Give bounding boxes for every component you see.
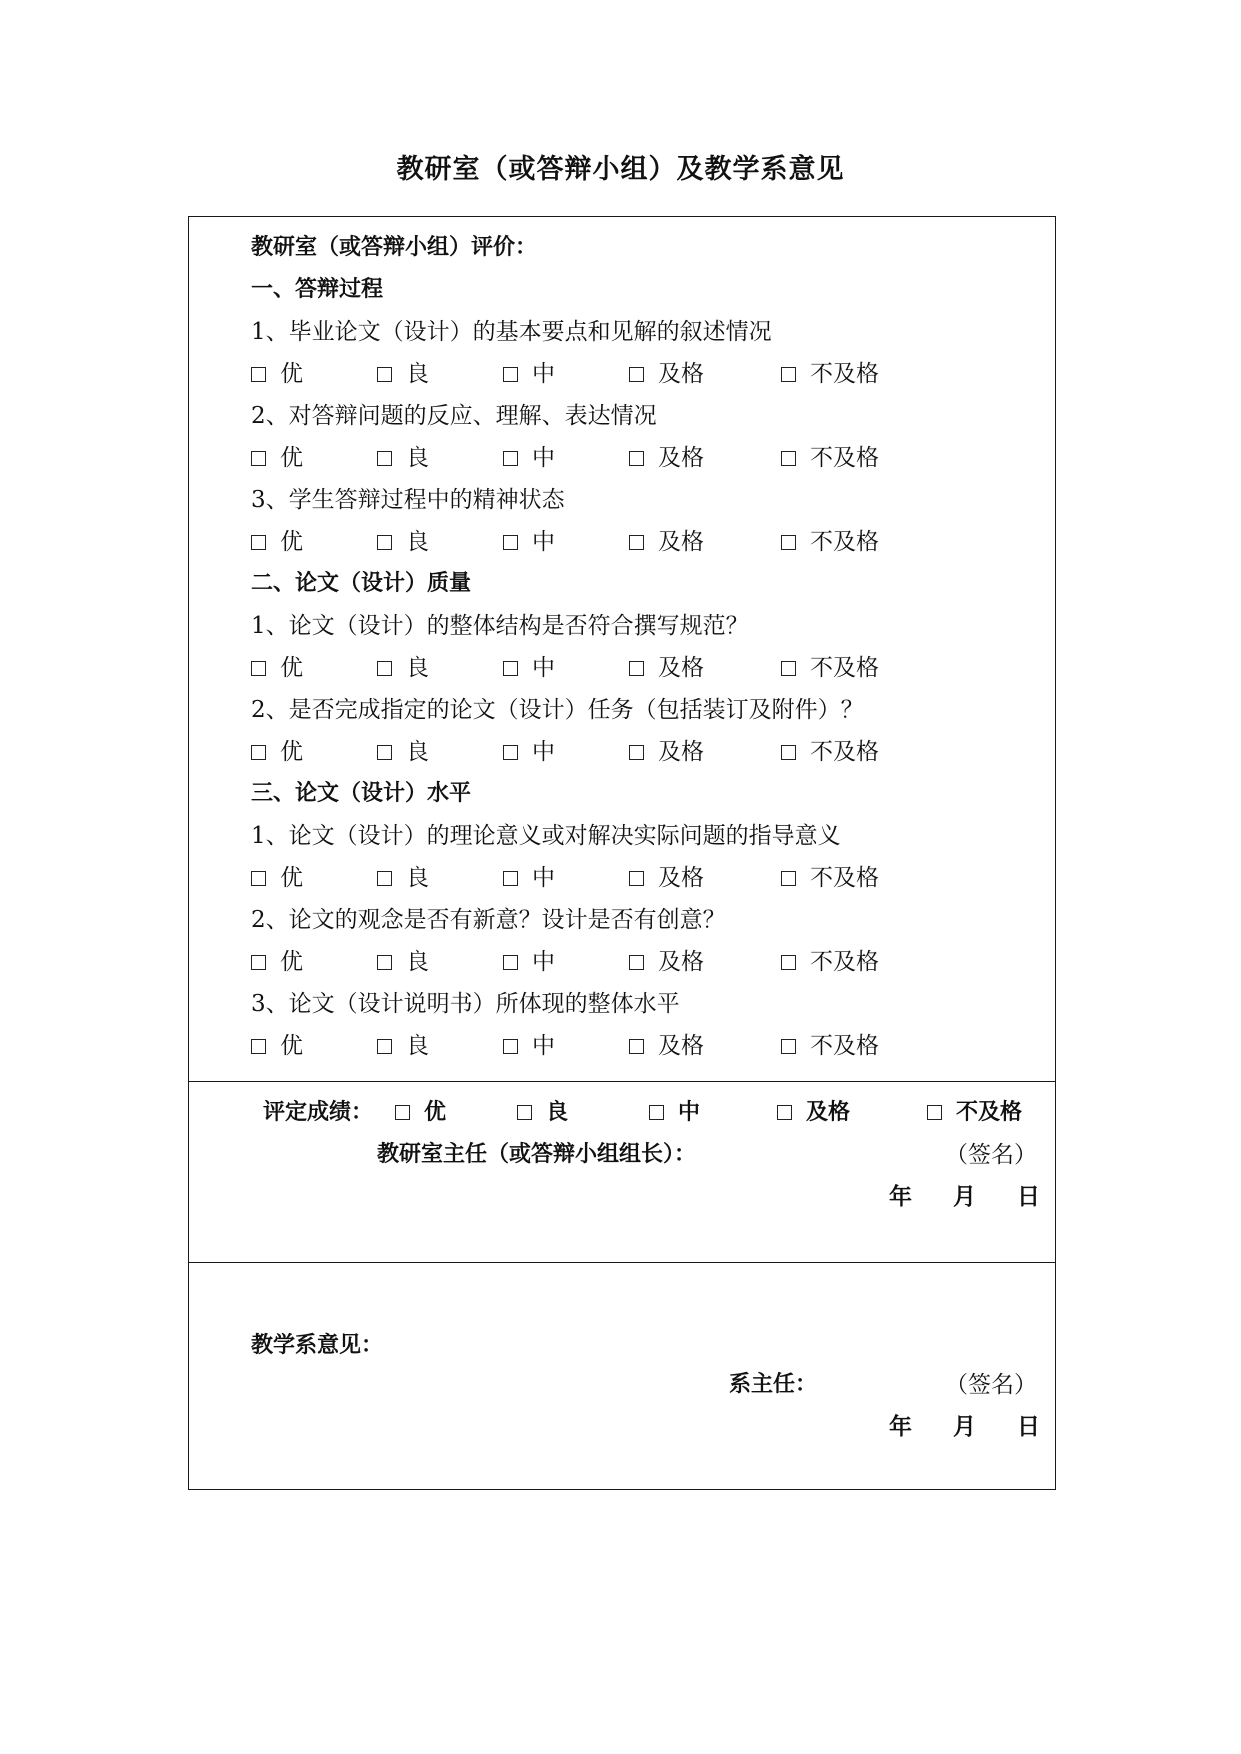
- checkbox-icon[interactable]: [629, 661, 644, 676]
- rating-option-label: 不及格: [810, 949, 879, 975]
- rating-option-excellent[interactable]: [251, 521, 303, 563]
- rating-option-average[interactable]: [503, 857, 555, 899]
- checkbox-icon[interactable]: [629, 1039, 644, 1054]
- checkbox-icon[interactable]: [781, 367, 796, 382]
- rating-option-fail[interactable]: [781, 647, 879, 689]
- criterion-text: 1、论文（设计）的理论意义或对解决实际问题的指导意义: [251, 823, 841, 849]
- grade-option-good[interactable]: [517, 1092, 568, 1134]
- checkbox-icon[interactable]: [377, 955, 392, 970]
- date-month-label: 月: [953, 1184, 976, 1210]
- date-month-label: 月: [953, 1414, 976, 1440]
- rating-option-label: 不及格: [810, 655, 879, 681]
- grade-option-label: 不及格: [956, 1100, 1023, 1125]
- rating-option-fail[interactable]: [781, 941, 879, 983]
- grade-option-label: 中: [678, 1100, 701, 1125]
- rating-option-label: 良: [406, 445, 429, 471]
- criterion-text: 3、论文（设计说明书）所体现的整体水平: [251, 991, 680, 1017]
- checkbox-icon[interactable]: [629, 871, 644, 886]
- checkbox-icon[interactable]: [251, 955, 266, 970]
- checkbox-icon[interactable]: [781, 535, 796, 550]
- rating-option-label: 及格: [658, 655, 704, 681]
- checkbox-icon[interactable]: [781, 661, 796, 676]
- criterion-text: 3、学生答辩过程中的精神状态: [251, 487, 565, 513]
- rating-option-label: 优: [280, 445, 303, 471]
- checkbox-icon[interactable]: [377, 1039, 392, 1054]
- checkbox-icon[interactable]: [629, 745, 644, 760]
- rating-option-pass[interactable]: [629, 353, 704, 395]
- rating-option-label: 不及格: [810, 739, 879, 765]
- checkbox-icon[interactable]: [251, 451, 266, 466]
- checkbox-icon[interactable]: [777, 1105, 792, 1120]
- rating-option-label: 中: [532, 865, 555, 891]
- page-title: 教研室（或答辩小组）及教学系意见: [396, 154, 845, 185]
- checkbox-icon[interactable]: [251, 535, 266, 550]
- rating-option-excellent[interactable]: [251, 731, 303, 773]
- rating-options-row: [251, 941, 1055, 983]
- criterion-text: 1、论文（设计）的整体结构是否符合撰写规范？: [251, 613, 749, 639]
- checkbox-icon[interactable]: [781, 745, 796, 760]
- final-grade-label: 评定成绩：: [263, 1100, 374, 1125]
- rating-option-pass[interactable]: [629, 1025, 704, 1067]
- rating-option-label: 中: [532, 529, 555, 555]
- rating-option-label: 良: [406, 361, 429, 387]
- rating-option-label: 及格: [658, 1033, 704, 1059]
- criteria-group-title: 二、论文（设计）质量: [251, 571, 472, 596]
- rating-option-good[interactable]: [377, 857, 429, 899]
- criterion-text: 2、对答辩问题的反应、理解、表达情况: [251, 403, 657, 429]
- rating-option-excellent[interactable]: [251, 1025, 303, 1067]
- date-day-label: 日: [1017, 1414, 1040, 1440]
- rating-option-label: 优: [280, 529, 303, 555]
- rating-option-label: 优: [280, 1033, 303, 1059]
- rating-option-label: 良: [406, 739, 429, 765]
- rating-option-label: 良: [406, 1033, 429, 1059]
- checkbox-icon[interactable]: [517, 1105, 532, 1120]
- rating-option-excellent[interactable]: [251, 647, 303, 689]
- rating-option-average[interactable]: [503, 521, 555, 563]
- checkbox-icon[interactable]: [781, 1039, 796, 1054]
- rating-option-good[interactable]: [377, 647, 429, 689]
- rating-option-pass[interactable]: [629, 521, 704, 563]
- rating-option-good[interactable]: [377, 521, 429, 563]
- opinion-form-table: [188, 216, 1056, 1490]
- rating-option-excellent[interactable]: [251, 437, 303, 479]
- rating-option-good[interactable]: [377, 437, 429, 479]
- checkbox-icon[interactable]: [781, 871, 796, 886]
- rating-option-label: 优: [280, 739, 303, 765]
- rating-options-row: [251, 521, 1055, 563]
- signature-hint: （签名）: [945, 1372, 1037, 1398]
- checkbox-icon[interactable]: [781, 451, 796, 466]
- rating-option-label: 良: [406, 655, 429, 681]
- rating-option-good[interactable]: [377, 941, 429, 983]
- rating-options-row: [251, 353, 1055, 395]
- checkbox-icon[interactable]: [395, 1105, 410, 1120]
- checkbox-icon[interactable]: [377, 535, 392, 550]
- date-year-label: 年: [889, 1184, 912, 1210]
- date-day-label: 日: [1017, 1184, 1040, 1210]
- checkbox-icon[interactable]: [629, 535, 644, 550]
- rating-option-fail[interactable]: [781, 1025, 879, 1067]
- rating-option-pass[interactable]: [629, 437, 704, 479]
- rating-option-label: 良: [406, 529, 429, 555]
- rating-option-pass[interactable]: [629, 647, 704, 689]
- rating-options-row: [251, 647, 1055, 689]
- rating-option-label: 优: [280, 361, 303, 387]
- checkbox-icon[interactable]: [503, 871, 518, 886]
- grade-option-label: 良: [546, 1100, 569, 1125]
- section-head-signer-label: 教研室主任（或答辩小组组长）：: [377, 1142, 697, 1167]
- checkbox-icon[interactable]: [377, 661, 392, 676]
- rating-option-label: 及格: [658, 529, 704, 555]
- rating-option-label: 中: [532, 361, 555, 387]
- rating-option-label: 中: [532, 445, 555, 471]
- checkbox-icon[interactable]: [503, 745, 518, 760]
- checkbox-icon[interactable]: [503, 1039, 518, 1054]
- rating-option-label: 良: [406, 949, 429, 975]
- rating-option-label: 优: [280, 949, 303, 975]
- criteria-group-title: 一、答辩过程: [251, 277, 384, 302]
- criteria-group-title: 三、论文（设计）水平: [251, 781, 472, 806]
- checkbox-icon[interactable]: [251, 661, 266, 676]
- checkbox-icon[interactable]: [503, 955, 518, 970]
- rating-option-label: 不及格: [810, 865, 879, 891]
- rating-option-average[interactable]: [503, 353, 555, 395]
- checkbox-icon[interactable]: [927, 1105, 942, 1120]
- checkbox-icon[interactable]: [377, 871, 392, 886]
- evaluation-section: [189, 217, 1055, 1081]
- department-opinion-section: [189, 1262, 1055, 1489]
- rating-option-average[interactable]: [503, 1025, 555, 1067]
- rating-option-label: 中: [532, 1033, 555, 1059]
- checkbox-icon[interactable]: [781, 955, 796, 970]
- rating-option-pass[interactable]: [629, 731, 704, 773]
- grade-option-average[interactable]: [649, 1092, 700, 1134]
- rating-option-excellent[interactable]: [251, 353, 303, 395]
- date-year-label: 年: [889, 1414, 912, 1440]
- evaluation-heading: 教研室（或答辩小组）评价：: [251, 235, 538, 260]
- checkbox-icon[interactable]: [503, 451, 518, 466]
- final-grade-section: [189, 1081, 1055, 1262]
- rating-option-good[interactable]: [377, 353, 429, 395]
- rating-option-label: 及格: [658, 865, 704, 891]
- rating-option-fail[interactable]: [781, 353, 879, 395]
- grade-option-label: 优: [424, 1100, 447, 1125]
- final-grade-row: [263, 1092, 1053, 1134]
- checkbox-icon[interactable]: [251, 367, 266, 382]
- rating-option-label: 中: [532, 949, 555, 975]
- checkbox-icon[interactable]: [649, 1105, 664, 1120]
- checkbox-icon[interactable]: [377, 451, 392, 466]
- rating-option-pass[interactable]: [629, 857, 704, 899]
- checkbox-icon[interactable]: [629, 367, 644, 382]
- rating-option-good[interactable]: [377, 1025, 429, 1067]
- checkbox-icon[interactable]: [251, 871, 266, 886]
- grade-option-excellent[interactable]: [395, 1092, 446, 1134]
- rating-option-average[interactable]: [503, 941, 555, 983]
- rating-option-label: 不及格: [810, 361, 879, 387]
- checkbox-icon[interactable]: [251, 1039, 266, 1054]
- rating-options-row: [251, 857, 1055, 899]
- rating-option-label: 及格: [658, 739, 704, 765]
- checkbox-icon[interactable]: [629, 955, 644, 970]
- department-opinion-heading: 教学系意见：: [251, 1333, 384, 1358]
- grade-option-label: 及格: [806, 1100, 851, 1125]
- grade-option-pass[interactable]: [777, 1092, 850, 1134]
- rating-option-average[interactable]: [503, 731, 555, 773]
- criterion-text: 1、毕业论文（设计）的基本要点和见解的叙述情况: [251, 319, 772, 345]
- rating-option-label: 优: [280, 865, 303, 891]
- checkbox-icon[interactable]: [377, 367, 392, 382]
- rating-option-fail[interactable]: [781, 437, 879, 479]
- rating-options-row: [251, 1025, 1055, 1067]
- rating-option-fail[interactable]: [781, 521, 879, 563]
- rating-option-label: 不及格: [810, 529, 879, 555]
- criterion-text: 2、论文的观念是否有新意？设计是否有创意？: [251, 907, 726, 933]
- rating-option-label: 及格: [658, 445, 704, 471]
- rating-option-average[interactable]: [503, 437, 555, 479]
- rating-option-label: 不及格: [810, 445, 879, 471]
- grade-option-fail[interactable]: [927, 1092, 1022, 1134]
- rating-option-label: 及格: [658, 949, 704, 975]
- checkbox-icon[interactable]: [503, 367, 518, 382]
- rating-option-pass[interactable]: [629, 941, 704, 983]
- rating-option-label: 良: [406, 865, 429, 891]
- rating-option-fail[interactable]: [781, 731, 879, 773]
- signature-hint: （签名）: [945, 1142, 1037, 1168]
- checkbox-icon[interactable]: [377, 745, 392, 760]
- rating-option-average[interactable]: [503, 647, 555, 689]
- rating-option-label: 不及格: [810, 1033, 879, 1059]
- rating-option-fail[interactable]: [781, 857, 879, 899]
- rating-option-label: 优: [280, 655, 303, 681]
- rating-option-label: 中: [532, 739, 555, 765]
- rating-option-label: 中: [532, 655, 555, 681]
- rating-option-excellent[interactable]: [251, 941, 303, 983]
- checkbox-icon[interactable]: [251, 745, 266, 760]
- rating-option-good[interactable]: [377, 731, 429, 773]
- department-head-label: 系主任：: [729, 1372, 818, 1397]
- criterion-text: 2、是否完成指定的论文（设计）任务（包括装订及附件）？: [251, 697, 864, 723]
- checkbox-icon[interactable]: [503, 661, 518, 676]
- checkbox-icon[interactable]: [629, 451, 644, 466]
- rating-option-label: 及格: [658, 361, 704, 387]
- checkbox-icon[interactable]: [503, 535, 518, 550]
- rating-options-row: [251, 437, 1055, 479]
- rating-options-row: [251, 731, 1055, 773]
- rating-option-excellent[interactable]: [251, 857, 303, 899]
